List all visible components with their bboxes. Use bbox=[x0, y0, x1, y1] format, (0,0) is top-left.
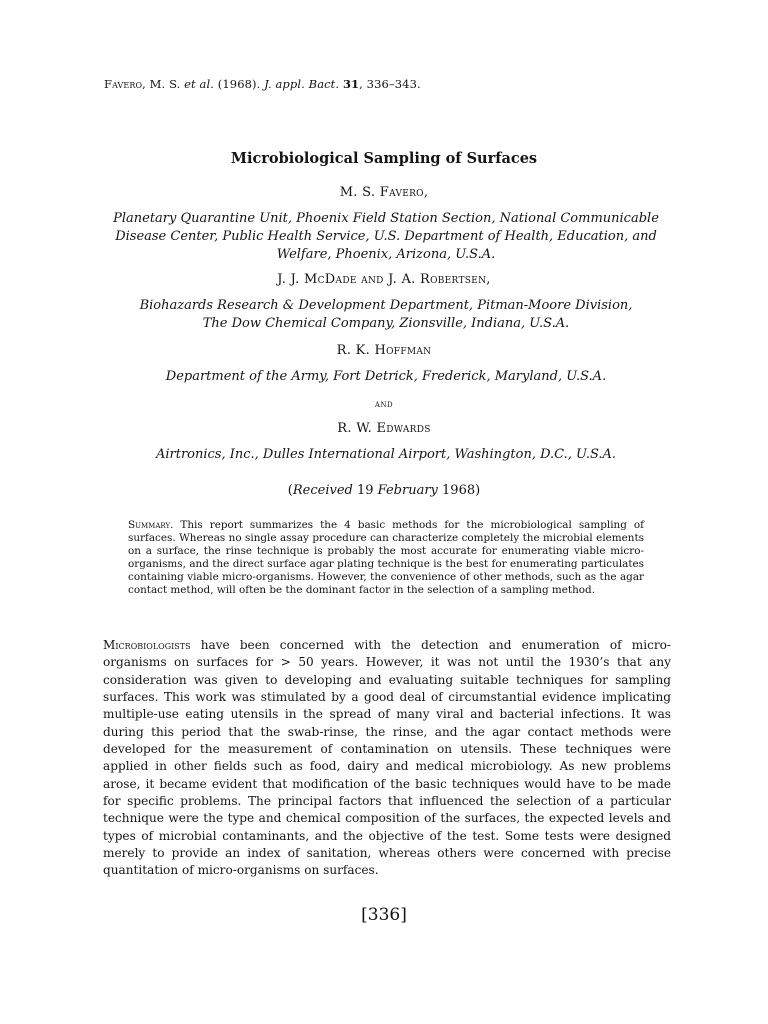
affiliation-mcdade-robertsen bbox=[96, 297, 676, 333]
affiliation-line: Welfare, Phoenix, Arizona, U.S.A. bbox=[276, 247, 496, 262]
author-favero: M. S. Favero, bbox=[339, 185, 429, 200]
article-title: Microbiological Sampling of Surfaces bbox=[230, 150, 538, 167]
received-date: (Received 19 February 1968) bbox=[287, 483, 481, 498]
citation-author: Favero bbox=[104, 77, 143, 91]
page-number: [336] bbox=[361, 905, 407, 925]
author-mcdade-robertsen: J. J. McDade and J. A. Robertsen, bbox=[277, 272, 491, 287]
affiliation-line: The Dow Chemical Company, Zionsville, Indiana, U.S.A. bbox=[202, 316, 570, 331]
summary-label: Summary. bbox=[128, 519, 174, 531]
citation-initials: , M. S. bbox=[142, 77, 185, 91]
affiliation-line: Biohazards Research & Development Department, Pitman-Moore Division, bbox=[139, 298, 633, 313]
summary-abstract bbox=[128, 519, 644, 598]
author-edwards: R. W. Edwards bbox=[337, 421, 431, 436]
author-hoffman: R. K. Hoffman bbox=[336, 343, 432, 358]
affiliation-hoffman: Department of the Army, Fort Detrick, Frederick, Maryland, U.S.A. bbox=[165, 369, 607, 384]
summary-text: This report summarizes the 4 basic methods for the microbiological sampling of surfaces. Whereas no single assay procedure can characterize completely the microbial elements on a surface, the rinse technique is probably the most accurate for enumerating viable micro-organisms, and the direct surface agar plating technique is the best for enumerating particulates containing viable micro-organisms. However, the convenience of other methods, such as the agar contact method, will often be the dominant factor in the selection of a sampling method. bbox=[128, 519, 644, 597]
received-month: February bbox=[377, 483, 438, 498]
citation-year: (1968). bbox=[214, 77, 265, 91]
body-lead-word: Microbiologists bbox=[103, 638, 191, 652]
citation-journal: J. appl. Bact. bbox=[264, 77, 340, 91]
affiliation-line: Planetary Quarantine Unit, Phoenix Field Station Section, National Communicable bbox=[113, 211, 659, 226]
and-separator: and bbox=[374, 398, 394, 410]
received-label: Received bbox=[292, 483, 353, 498]
affiliation-line: Disease Center, Public Health Service, U.S. Department of Health, Education, and bbox=[115, 229, 657, 244]
body-text: have been concerned with the detection and enumeration of micro-organisms on surfaces for > 50 years. However, it was not until the 1930’s that any consideration was given to developing and evaluating suitable techniques for sampling surfaces. This work was stimulated by a good deal of circumstantial evidence implicating multiple-use eating utensils in the spread of many viral and bacterial infections. It was during this period that the swab-rinse, the rinse, and the agar contact methods were developed for the measurement of contamination on utensils. These techniques were applied in other fields such as food, dairy and medical microbiology. As new problems arose, it became evident that modification of the basic techniques would have to be made for specific problems. The principal factors that influenced the selection of a particular technique were the type and chemical composition of the surfaces, the expected levels and types of microbial contaminants, and the objective of the test. Some tests were designed merely to provide an index of sanitation, whereas others were concerned with precise quantitation of micro-organisms on surfaces. bbox=[103, 638, 671, 878]
citation-volume: 31 bbox=[342, 77, 360, 91]
body-paragraph bbox=[103, 637, 671, 880]
citation-etal: et al. bbox=[184, 77, 215, 91]
affiliation-favero bbox=[96, 210, 676, 264]
citation-pages: , 336–343. bbox=[359, 77, 421, 91]
affiliation-edwards: Airtronics, Inc., Dulles International Airport, Washington, D.C., U.S.A. bbox=[155, 447, 617, 462]
citation-line bbox=[104, 77, 664, 91]
